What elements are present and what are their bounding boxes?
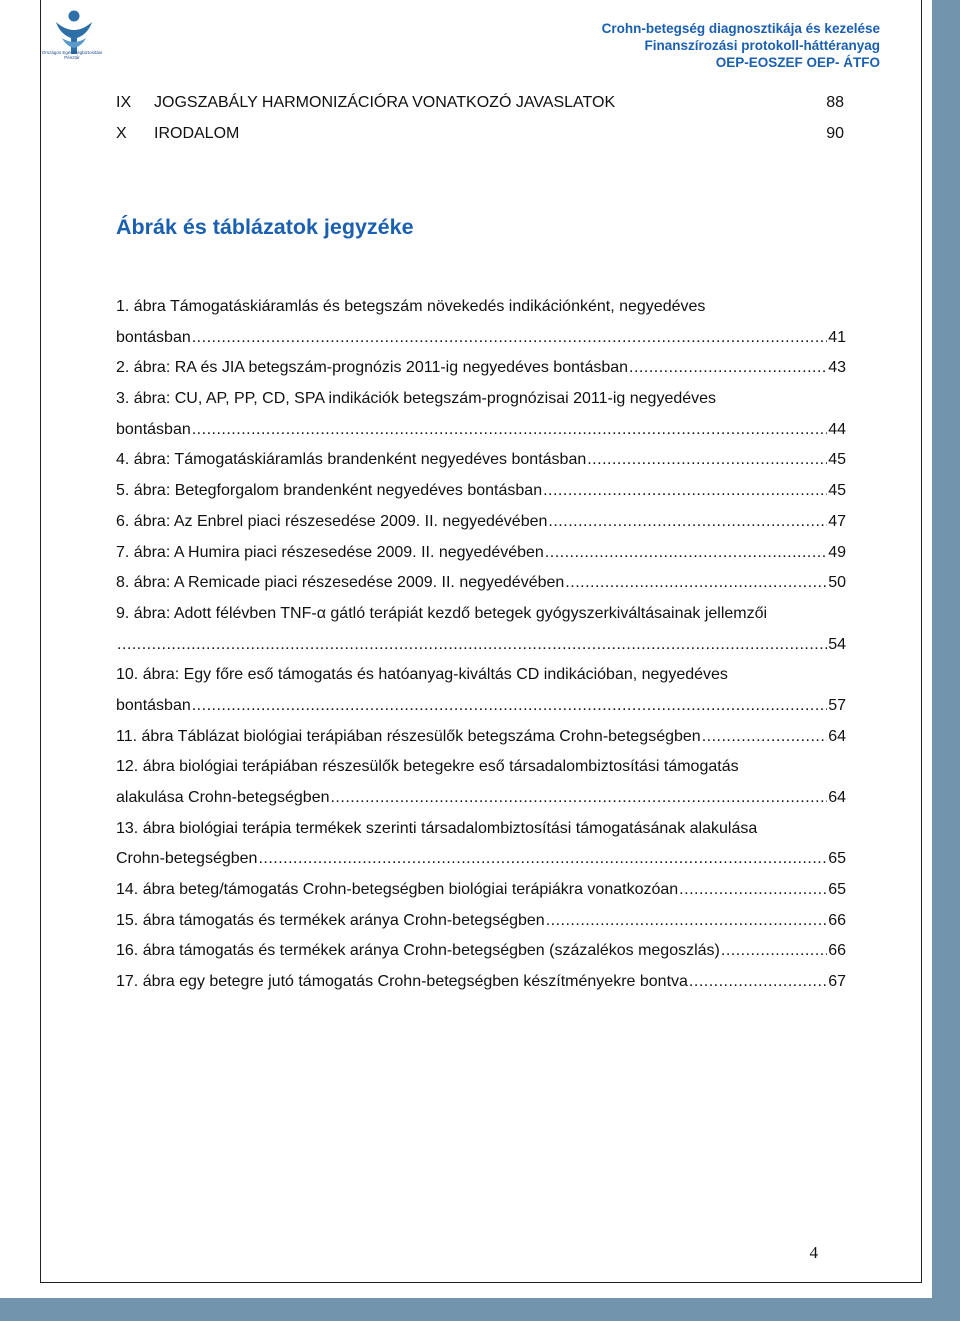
figure-page: 50	[828, 574, 846, 592]
logo-caption-line2: Pénztár	[64, 55, 80, 60]
logo-caption-line1: Országos Egészségbiztosítási	[41, 50, 103, 55]
figure-list-item	[116, 599, 846, 630]
document-header	[602, 20, 880, 71]
dot-leader	[679, 875, 827, 906]
dot-leader	[258, 844, 827, 875]
figure-list-item[interactable]	[116, 476, 846, 507]
dot-leader	[548, 507, 827, 538]
figure-title: 10. ábra: Egy főre eső támogatás és hatóanyag-kiváltás CD indikációban, negyedéves	[116, 666, 728, 684]
dot-leader	[117, 630, 827, 661]
figure-title: 16. ábra támogatás és termékek aránya Crohn-betegségben (százalékos megoszlás)	[116, 942, 720, 960]
dot-leader	[629, 353, 827, 384]
figure-list-item[interactable]	[116, 844, 846, 875]
figure-list-item[interactable]	[116, 353, 846, 384]
figure-list-item[interactable]	[116, 783, 846, 814]
dot-leader	[543, 476, 827, 507]
figure-page: 54	[828, 635, 846, 653]
toc-page: 90	[826, 125, 844, 142]
figure-title: 9. ábra: Adott félévben TNF-α gátló terápiát kezdő betegek gyógyszerkiváltásainak jellemzői	[116, 604, 768, 622]
figure-page: 64	[828, 727, 846, 745]
figure-list-item	[116, 292, 846, 323]
figure-title: 12. ábra biológiai terápiában részesülők betegekre eső társadalombiztosítási támogatás	[116, 758, 739, 776]
figure-page: 45	[828, 482, 846, 500]
figure-page: 44	[828, 420, 846, 438]
figure-list-item[interactable]	[116, 323, 846, 354]
figures-heading: Ábrák és táblázatok jegyzéke	[116, 215, 414, 239]
dot-leader	[721, 936, 827, 967]
toc-number: IX	[116, 94, 132, 111]
figure-title: 2. ábra: RA és JIA betegszám-prognózis 2011-ig negyedéves bontásban	[116, 359, 629, 377]
figure-title: 5. ábra: Betegforgalom brandenként negyedéves bontásban	[116, 482, 543, 500]
dot-leader	[192, 691, 827, 722]
figure-title: bontásban	[116, 328, 191, 346]
figure-title: 15. ábra támogatás és termékek aránya Crohn-betegségben	[116, 911, 545, 929]
logo-caption	[36, 50, 108, 60]
dot-leader	[545, 538, 827, 569]
figure-page: 65	[828, 850, 846, 868]
header-title: Crohn-betegség diagnosztikája és kezelése	[601, 21, 880, 36]
figure-title: Crohn-betegségben	[116, 850, 258, 868]
figure-list-item	[116, 384, 846, 415]
header-org: OEP-EOSZEF OEP- ÁTFO	[715, 55, 880, 70]
dot-leader	[565, 568, 827, 599]
dot-leader	[192, 415, 827, 446]
figure-list-item[interactable]	[116, 507, 846, 538]
figure-list-item[interactable]	[116, 875, 846, 906]
dot-leader	[546, 906, 828, 937]
figure-title: 7. ábra: A Humira piaci részesedése 2009. II. negyedévében	[116, 543, 544, 561]
figure-page: 47	[828, 512, 846, 530]
figure-list	[116, 292, 846, 998]
toc-number: X	[116, 125, 127, 142]
figure-title: 8. ábra: A Remicade piaci részesedése 2009. II. negyedévében	[116, 574, 565, 592]
figure-title: 3. ábra: CU, AP, PP, CD, SPA indikációk betegszám-prognózisai 2011-ig negyedéves	[116, 390, 717, 408]
figure-title: 14. ábra beteg/támogatás Crohn-betegségben biológiai terápiákra vonatkozóan	[116, 881, 679, 899]
figure-page: 67	[828, 973, 846, 991]
figure-title: 1. ábra Támogatáskiáramlás és betegszám növekedés indikációnként, negyedéves	[116, 298, 706, 315]
figure-page: 43	[828, 359, 846, 377]
figure-list-item[interactable]	[116, 568, 846, 599]
figure-title: 4. ábra: Támogatáskiáramlás brandenként negyedéves bontásban	[116, 451, 587, 469]
figure-page: 45	[828, 451, 846, 469]
figure-title: bontásban	[116, 696, 191, 714]
figure-list-item	[116, 660, 846, 691]
figure-list-item[interactable]	[116, 722, 846, 753]
figure-page: 65	[828, 881, 846, 899]
figure-list-item[interactable]	[116, 630, 846, 661]
figure-title: bontásban	[116, 420, 191, 438]
figure-title: alakulása Crohn-betegségben	[116, 789, 330, 806]
page-number: 4	[809, 1243, 818, 1262]
figure-page: 66	[828, 911, 846, 929]
dot-leader	[689, 967, 827, 998]
toc-title: IRODALOM	[154, 125, 240, 142]
figure-list-item[interactable]	[116, 415, 846, 446]
figure-list-item[interactable]	[116, 445, 846, 476]
figure-page: 57	[828, 696, 846, 714]
figure-page: 64	[828, 789, 846, 806]
dot-leader	[702, 722, 828, 753]
figure-list-item[interactable]	[116, 967, 846, 998]
figure-title: 6. ábra: Az Enbrel piaci részesedése 2009. II. negyedévében	[116, 512, 548, 530]
dot-leader	[192, 323, 827, 354]
figure-page: 49	[828, 543, 846, 561]
toc-page: 88	[826, 94, 844, 111]
figure-title: 17. ábra egy betegre jutó támogatás Crohn-betegségben készítményekre bontva	[116, 973, 688, 991]
figure-list-item[interactable]	[116, 936, 846, 967]
figure-list-item	[116, 752, 846, 783]
figure-list-item[interactable]	[116, 906, 846, 937]
figure-page: 41	[828, 328, 846, 346]
figure-list-item[interactable]	[116, 691, 846, 722]
figure-list-item	[116, 814, 846, 845]
figure-page: 66	[828, 942, 846, 960]
figure-title: 13. ábra biológiai terápia termékek szerinti társadalombiztosítási támogatásának alakulása	[116, 819, 758, 837]
dot-leader	[330, 783, 827, 814]
header-subtitle: Finanszírozási protokoll-háttéranyag	[644, 38, 880, 53]
figure-list-item[interactable]	[116, 538, 846, 569]
figure-title: 11. ábra Táblázat biológiai terápiában részesülők betegszáma Crohn-betegségben	[116, 727, 701, 745]
dot-leader	[587, 445, 827, 476]
toc-title: JOGSZABÁLY HARMONIZÁCIÓRA VONATKOZÓ JAVASLATOK	[154, 94, 616, 111]
